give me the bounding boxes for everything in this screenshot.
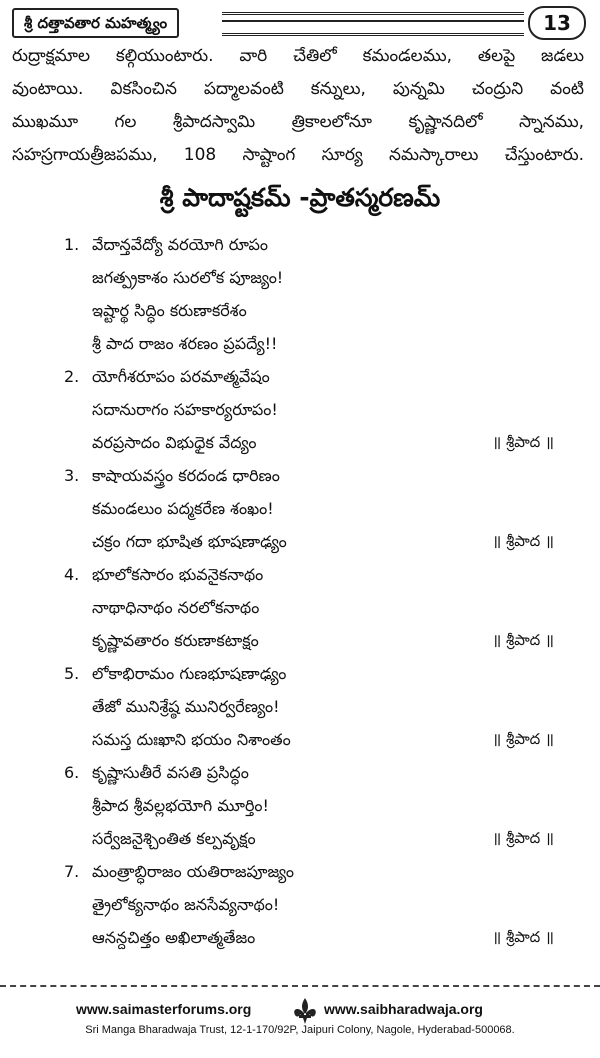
verse-text: లోకాభిరామం గుణభూషణాఢ్యం (92, 664, 287, 683)
verse-line (64, 459, 554, 492)
footer-website-link[interactable]: www.saibharadwaja.org (324, 1001, 483, 1017)
verse-line (64, 921, 554, 954)
intro-line: వుంటాయి. వికసించిన పద్మాలవంటి కన్నులు, పున్నమి చంద్రుని వంటి (12, 79, 584, 99)
intro-line: రుద్రాక్షమాల కల్గియుంటారు. వారి చేతిలో కమండలము, తలపై జడలు (12, 46, 584, 66)
verse-7 (64, 855, 554, 954)
verse-number: 5. (64, 664, 80, 683)
verse-line (64, 360, 554, 393)
fleur-de-lis-icon (290, 996, 320, 1026)
verse-line (64, 624, 554, 657)
verse-text: కృష్ణావతారం కరుణాకటాక్షం (92, 631, 259, 650)
verse-text: ఆనన్దచిత్తం అఖిలాత్మతేజం (92, 928, 256, 947)
verse-number: 2. (64, 367, 80, 386)
verse-text: సదానురాగం సహకార్యరూపం! (92, 400, 278, 419)
footer-website-link[interactable]: www.saimasterforums.org (76, 1001, 252, 1017)
page-header (6, 6, 594, 40)
verse-line (64, 492, 554, 525)
verse-text: జగత్ప్రకాశం సురలోక పూజ్యం! (92, 268, 284, 287)
footer-divider (0, 985, 600, 987)
verse-text: తేజో మునిశ్రేష్ఠ మునిర్వరేణ్యం! (92, 697, 280, 716)
refrain: ॥ శ్రీపాద ॥ (492, 730, 554, 748)
verse-line (64, 294, 554, 327)
verse-5 (64, 657, 554, 756)
verse-text: ఇష్టార్థ సిద్ధిం కరుణాకరేశం (92, 301, 247, 320)
verse-line (64, 327, 554, 360)
book-title: శ్రీ దత్తావతార మహత్మ్యం (12, 8, 179, 38)
refrain: ॥ శ్రీపాద ॥ (492, 829, 554, 847)
refrain: ॥ శ్రీపాద ॥ (492, 433, 554, 451)
verse-2 (64, 360, 554, 459)
verse-number: 4. (64, 565, 80, 584)
verse-text: మంత్రాబ్ధిరాజం యతిరాజపూజ్యం (92, 862, 294, 881)
footer-address: Sri Manga Bharadwaja Trust, 12-1-170/92P, Jaipuri Colony, Nagole, Hyderabad-500068. (85, 1024, 515, 1036)
verse-text: సర్వేజనైశ్చింతిత కల్పవృక్షం (92, 829, 256, 848)
verse-line (64, 558, 554, 591)
verse-text: భూలోకసారం భువనైకనాథం (92, 565, 264, 584)
verse-3 (64, 459, 554, 558)
verse-number: 1. (64, 235, 80, 254)
refrain: ॥ శ్రీపాద ॥ (492, 631, 554, 649)
refrain: ॥ శ్రీపాద ॥ (492, 928, 554, 946)
verse-line (64, 657, 554, 690)
verse-4 (64, 558, 554, 657)
verse-line (64, 822, 554, 855)
verse-text: వేదాన్తవేద్యో వరయోగి రూపం (92, 235, 268, 254)
verse-text: నాథాధినాథం నరలోకనాథం (92, 598, 260, 617)
verse-line (64, 228, 554, 261)
verse-text: శ్రీపాద శ్రీవల్లభయోగి మూర్తిం! (92, 796, 269, 815)
intro-paragraph (12, 40, 584, 172)
verse-line (64, 591, 554, 624)
verse-number: 6. (64, 763, 80, 782)
verse-text: యోగీశరూపం పరమాత్మవేషం (92, 367, 270, 386)
verse-text: చక్రం గదా భూషిత భూషణాఢ్యం (92, 532, 287, 551)
verse-number: 7. (64, 862, 80, 881)
verse-line (64, 855, 554, 888)
verse-6 (64, 756, 554, 855)
verse-text: వరప్రసాదం విభుధైక వేద్యం (92, 433, 257, 452)
verse-text: కమండలుం పద్మకరేణ శంఖం! (92, 499, 274, 518)
verse-line (64, 393, 554, 426)
verse-line (64, 756, 554, 789)
verse-line (64, 723, 554, 756)
verse-text: సమస్త దుఃఖాని భయం నిశాంతం (92, 730, 291, 749)
verse-line (64, 789, 554, 822)
section-heading: శ్రీ పాదాష్టకమ్ -ప్రాతస్మరణమ్ (159, 183, 441, 212)
refrain: ॥ శ్రీపాద ॥ (492, 532, 554, 550)
verse-line (64, 888, 554, 921)
verse-number: 3. (64, 466, 80, 485)
verse-list (64, 228, 554, 954)
intro-line: సహస్రగాయత్రీజపము, 108 సాష్టాంగ సూర్య నమస్కారాలు చేస్తుంటారు. (12, 145, 584, 165)
verse-1 (64, 228, 554, 360)
verse-line (64, 261, 554, 294)
verse-text: కృష్ణాసుతీరే వసతి ప్రసిద్ధం (92, 763, 249, 782)
verse-line (64, 525, 554, 558)
page-number: 13 (528, 6, 586, 40)
verse-text: కాషాయవస్త్రం కరదండ ధారిణం (92, 466, 280, 485)
verse-text: త్రైలోక్యనాథం జనసేవ్యనాథం! (92, 895, 280, 914)
verse-text: శ్రీ పాద రాజం శరణం ప్రపద్యే!! (92, 334, 278, 353)
verse-line (64, 690, 554, 723)
intro-line: ముఖమూ గల శ్రీపాదస్వామి త్రికాలలోనూ కృష్ణానదిలో స్నానము, (12, 112, 584, 132)
header-rule (222, 12, 524, 36)
verse-line (64, 426, 554, 459)
